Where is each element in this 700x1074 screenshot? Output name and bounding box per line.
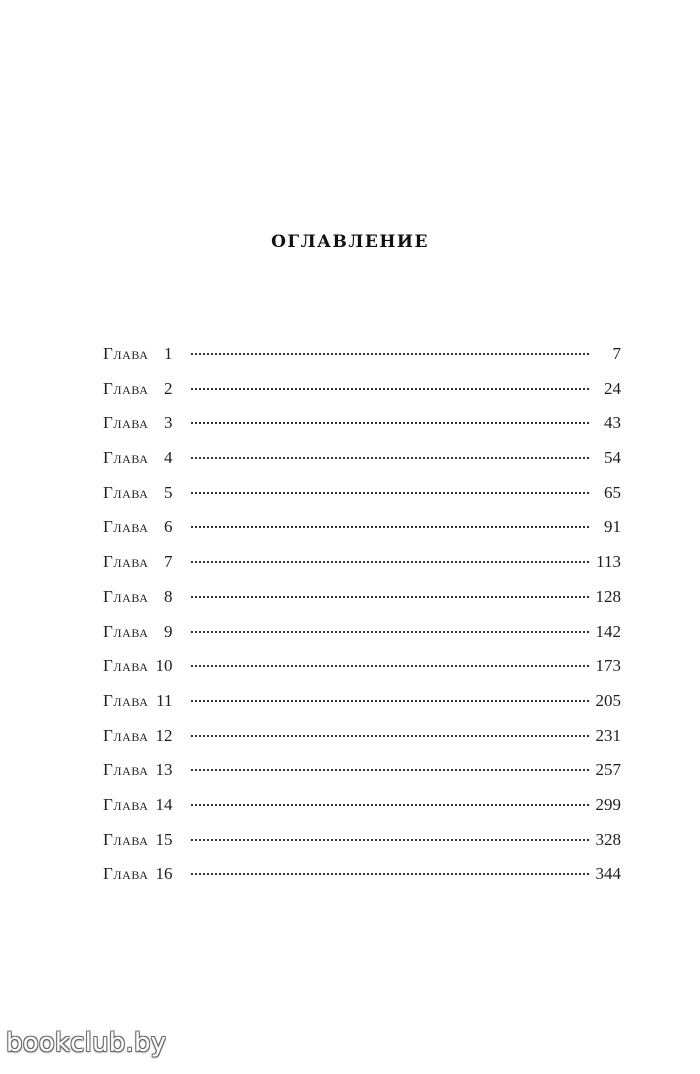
toc-entry	[103, 448, 621, 483]
watermark: bookclub.by	[6, 1028, 167, 1058]
toc-entry	[103, 726, 621, 761]
toc-entry-label	[103, 622, 191, 642]
toc-entry-word: Глава	[103, 725, 149, 745]
toc-entry-number: 2	[164, 378, 173, 398]
toc-entry	[103, 413, 621, 448]
toc-entry-label	[103, 379, 191, 399]
toc-entry	[103, 379, 621, 414]
toc-entry-page: 65	[604, 482, 621, 502]
toc-entry	[103, 344, 621, 379]
toc-entry-number: 15	[155, 829, 173, 849]
toc-entry-page: 231	[595, 725, 621, 745]
toc-entry-label	[103, 344, 191, 364]
toc-entry-word: Глава	[103, 621, 149, 641]
toc-entry-page: 113	[596, 552, 621, 572]
toc-entry-number: 7	[164, 552, 173, 572]
toc-entry-page: 54	[604, 448, 621, 468]
toc-entry-number: 16	[155, 864, 173, 884]
toc-entry-word: Глава	[103, 690, 149, 710]
toc-entry-page: 91	[604, 517, 621, 537]
dot-leader	[191, 735, 589, 737]
toc-entry-word: Глава	[103, 552, 149, 572]
toc-entry-word: Глава	[103, 378, 149, 398]
dot-leader	[191, 769, 589, 771]
toc-entry-label	[103, 830, 191, 850]
toc-entry-number: 1	[164, 344, 173, 363]
table-of-contents	[103, 344, 621, 899]
toc-entry-word: Глава	[103, 517, 149, 537]
toc-entry-page: 328	[595, 829, 621, 849]
toc-entry	[103, 552, 621, 587]
toc-entry-label	[103, 448, 191, 468]
toc-entry-number: 12	[155, 725, 173, 745]
toc-entry-page: 173	[595, 656, 621, 676]
toc-entry-word: Глава	[103, 448, 149, 468]
toc-entry-word: Глава	[103, 482, 149, 502]
toc-entry-number: 6	[164, 517, 173, 537]
toc-entry	[103, 760, 621, 795]
toc-entry-word: Глава	[103, 794, 149, 814]
toc-entry-word: Глава	[103, 864, 149, 884]
toc-entry-label	[103, 587, 191, 607]
toc-entry-number: 5	[164, 482, 173, 502]
toc-entry-number: 3	[164, 413, 173, 433]
toc-entry	[103, 656, 621, 691]
dot-leader	[191, 700, 589, 702]
toc-entry	[103, 864, 621, 899]
dot-leader	[191, 596, 589, 598]
dot-leader	[191, 665, 589, 667]
toc-entry-word: Глава	[103, 413, 149, 433]
toc-entry-label	[103, 760, 191, 780]
dot-leader	[191, 457, 589, 459]
toc-entry-page: 142	[595, 621, 621, 641]
toc-entry-word: Глава	[103, 586, 149, 606]
toc-entry	[103, 517, 621, 552]
toc-entry-word: Глава	[103, 344, 149, 363]
dot-leader	[191, 388, 589, 390]
toc-entry	[103, 795, 621, 830]
toc-entry-word: Глава	[103, 656, 149, 676]
toc-entry	[103, 830, 621, 865]
toc-entry-label	[103, 726, 191, 746]
toc-entry-label	[103, 483, 191, 503]
toc-entry-number: 13	[155, 760, 173, 780]
dot-leader	[191, 804, 589, 806]
dot-leader	[191, 873, 589, 875]
toc-entry	[103, 587, 621, 622]
toc-entry-label	[103, 413, 191, 433]
dot-leader	[191, 422, 589, 424]
dot-leader	[191, 839, 589, 841]
dot-leader	[191, 631, 589, 633]
toc-entry-number: 14	[155, 794, 173, 814]
toc-entry-label	[103, 864, 191, 884]
toc-entry-word: Глава	[103, 760, 149, 780]
page-title: ОГЛАВЛЕНИЕ	[271, 232, 429, 252]
toc-entry	[103, 622, 621, 657]
toc-entry-number: 10	[155, 656, 173, 676]
dot-leader	[191, 526, 589, 528]
toc-entry-label	[103, 795, 191, 815]
toc-entry-word: Глава	[103, 829, 149, 849]
toc-entry-page: 299	[595, 794, 621, 814]
toc-entry-page: 43	[604, 413, 621, 433]
toc-entry-page: 257	[595, 760, 621, 780]
toc-entry-number: 8	[164, 586, 173, 606]
dot-leader	[191, 561, 589, 563]
toc-entry-page: 205	[595, 690, 621, 710]
toc-entry	[103, 691, 621, 726]
toc-entry-number: 4	[164, 448, 173, 468]
toc-entry-page: 24	[604, 378, 621, 398]
toc-entry-page: 344	[595, 864, 621, 884]
dot-leader	[191, 492, 589, 494]
toc-entry-page: 128	[595, 586, 621, 606]
toc-entry-number: 11	[156, 690, 173, 710]
toc-entry-label	[103, 552, 191, 572]
toc-entry-label	[103, 656, 191, 676]
toc-entry-label	[103, 517, 191, 537]
dot-leader	[191, 353, 589, 355]
toc-entry	[103, 483, 621, 518]
toc-entry-label	[103, 691, 191, 711]
toc-entry-number: 9	[164, 621, 173, 641]
toc-entry-page: 7	[612, 344, 621, 363]
